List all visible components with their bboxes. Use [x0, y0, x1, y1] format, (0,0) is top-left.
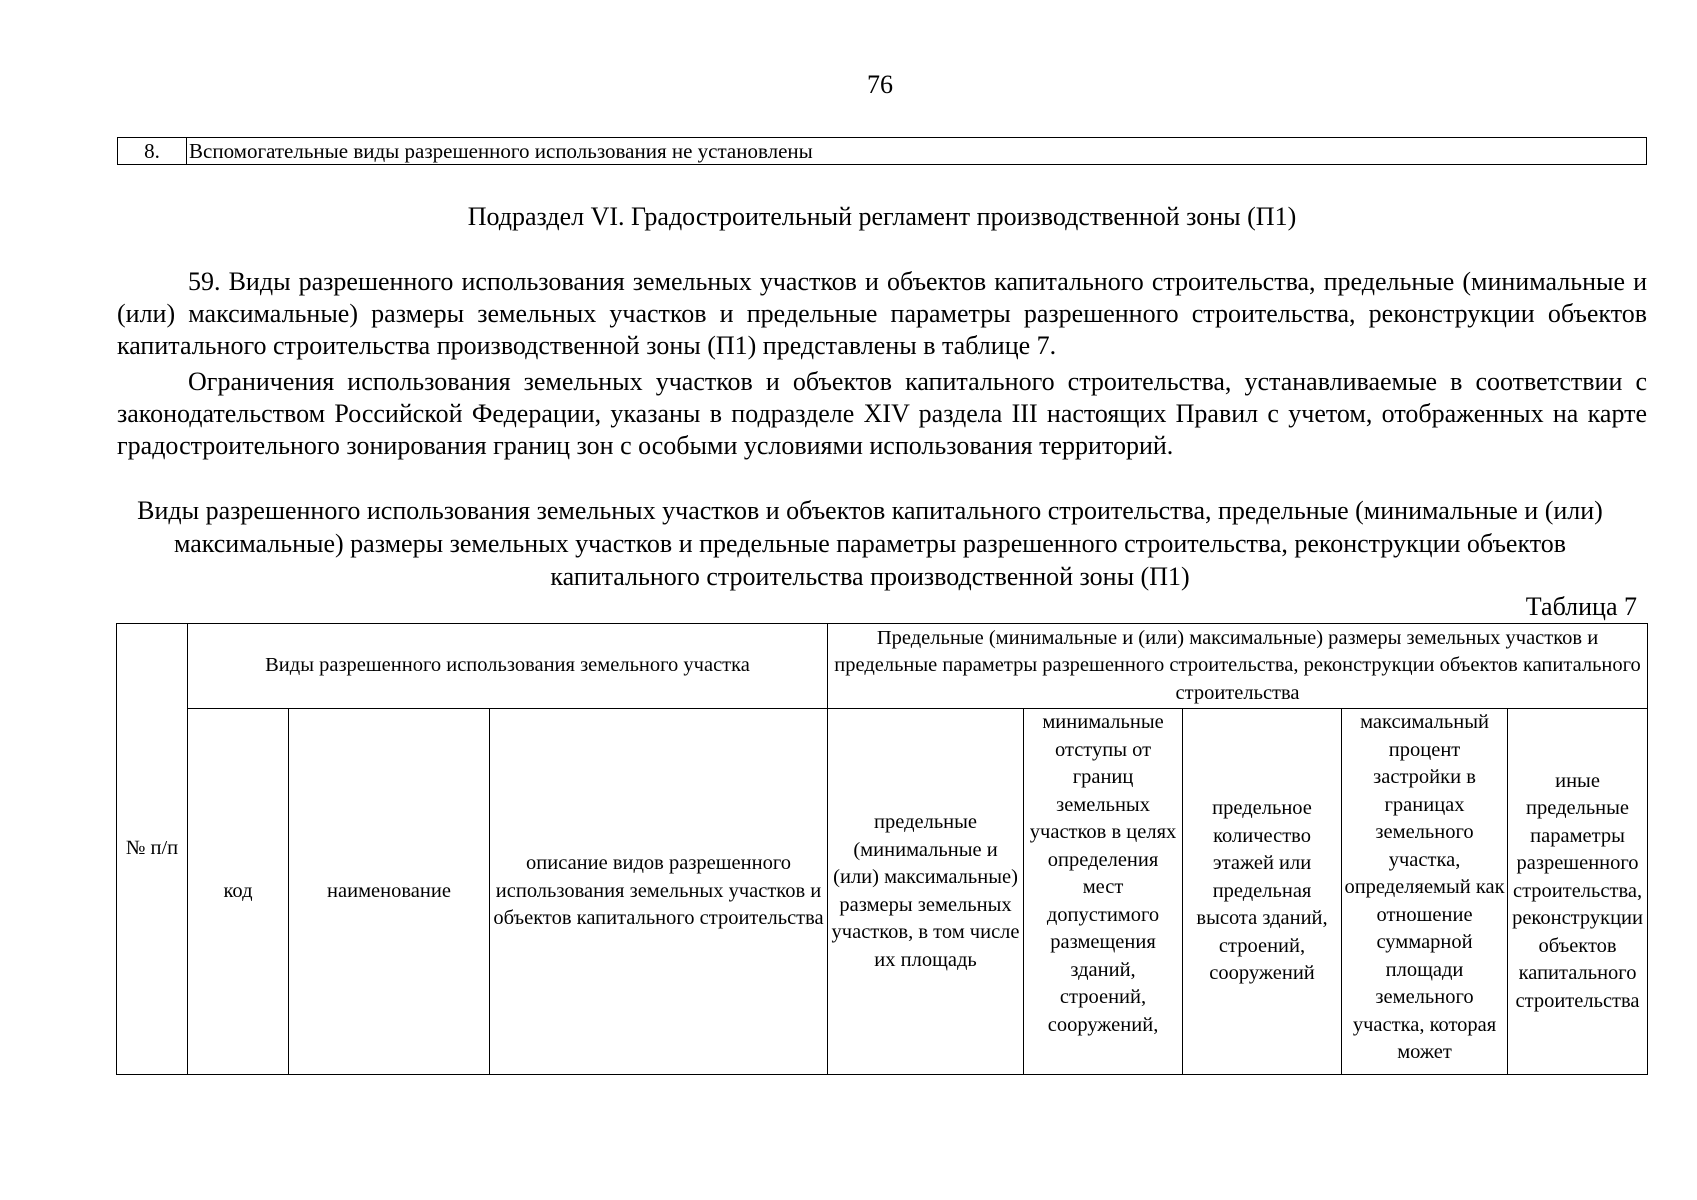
paragraph-restrictions: Ограничения использования земельных участков и объектов капитального строительства, устанавливаемые в соответствии с законодательством Российской Федерации, указаны в подразделе XIV раздела III настоящих Правил с учетом, отображенных на карте градостроительного зонирования границ зон с особыми условиями использования территорий. — [117, 367, 1647, 460]
group-header-limits: Предельные (минимальные и (или) максимальные) размеры земельных участков и предельные параметры разрешенного строительства, реконструкции объектов капитального строительства — [828, 624, 1648, 709]
table-title: Виды разрешенного использования земельных участков и объектов капитального строительства, предельные (минимальные и (или) максимальные) размеры земельных участков и предельные параметры разрешенного строительства, реконструкции объектов капитального строительства производственной зоны (П1) — [137, 496, 1603, 591]
previous-table-row — [117, 137, 1647, 165]
col-description-header: описание видов разрешенного использования земельных участков и объектов капитального строительства — [490, 709, 828, 1075]
row-text: Вспомогательные виды разрешенного использования не установлены — [189, 139, 813, 163]
page-number: 76 — [867, 70, 893, 99]
col-floors-header: предельное количество этажей или предельная высота зданий, строений, сооружений — [1183, 709, 1342, 1075]
subsection-title: Подраздел VI. Градостроительный регламент производственной зоны (П1) — [467, 202, 1297, 231]
col-number-header: № п/п — [117, 624, 188, 1075]
col-code-header: код — [188, 709, 289, 1075]
row-number: 8. — [118, 138, 187, 164]
table-label: Таблица 7 — [1525, 592, 1637, 621]
col-coverage-header: максимальный процент застройки в границах земельного участка, определяемый как отношение суммарной площади земельного участка, которая может — [1342, 709, 1508, 1075]
col-setbacks-header: минимальные отступы от границ земельных участков в целях определения мест допустимого размещения зданий, строений, сооружений, — [1024, 709, 1183, 1075]
zone-regulations-table — [116, 623, 1648, 1075]
paragraph-59: 59. Виды разрешенного использования земельных участков и объектов капитального строительства, предельные (минимальные и (или) максимальные) размеры земельных участков и предельные параметры разрешенного строительства, реконструкции объектов капитального строительства производственной зоны (П1) представлены в таблице 7. — [117, 267, 1647, 360]
col-area-header: предельные (минимальные и (или) максимальные) размеры земельных участков, в том числе их площадь — [828, 709, 1024, 1075]
col-name-header: наименование — [289, 709, 490, 1075]
group-header-uses: Виды разрешенного использования земельного участка — [188, 624, 828, 709]
col-other-params-header: иные предельные параметры разрешенного строительства, реконструкции объектов капитального строительства — [1508, 709, 1648, 1075]
